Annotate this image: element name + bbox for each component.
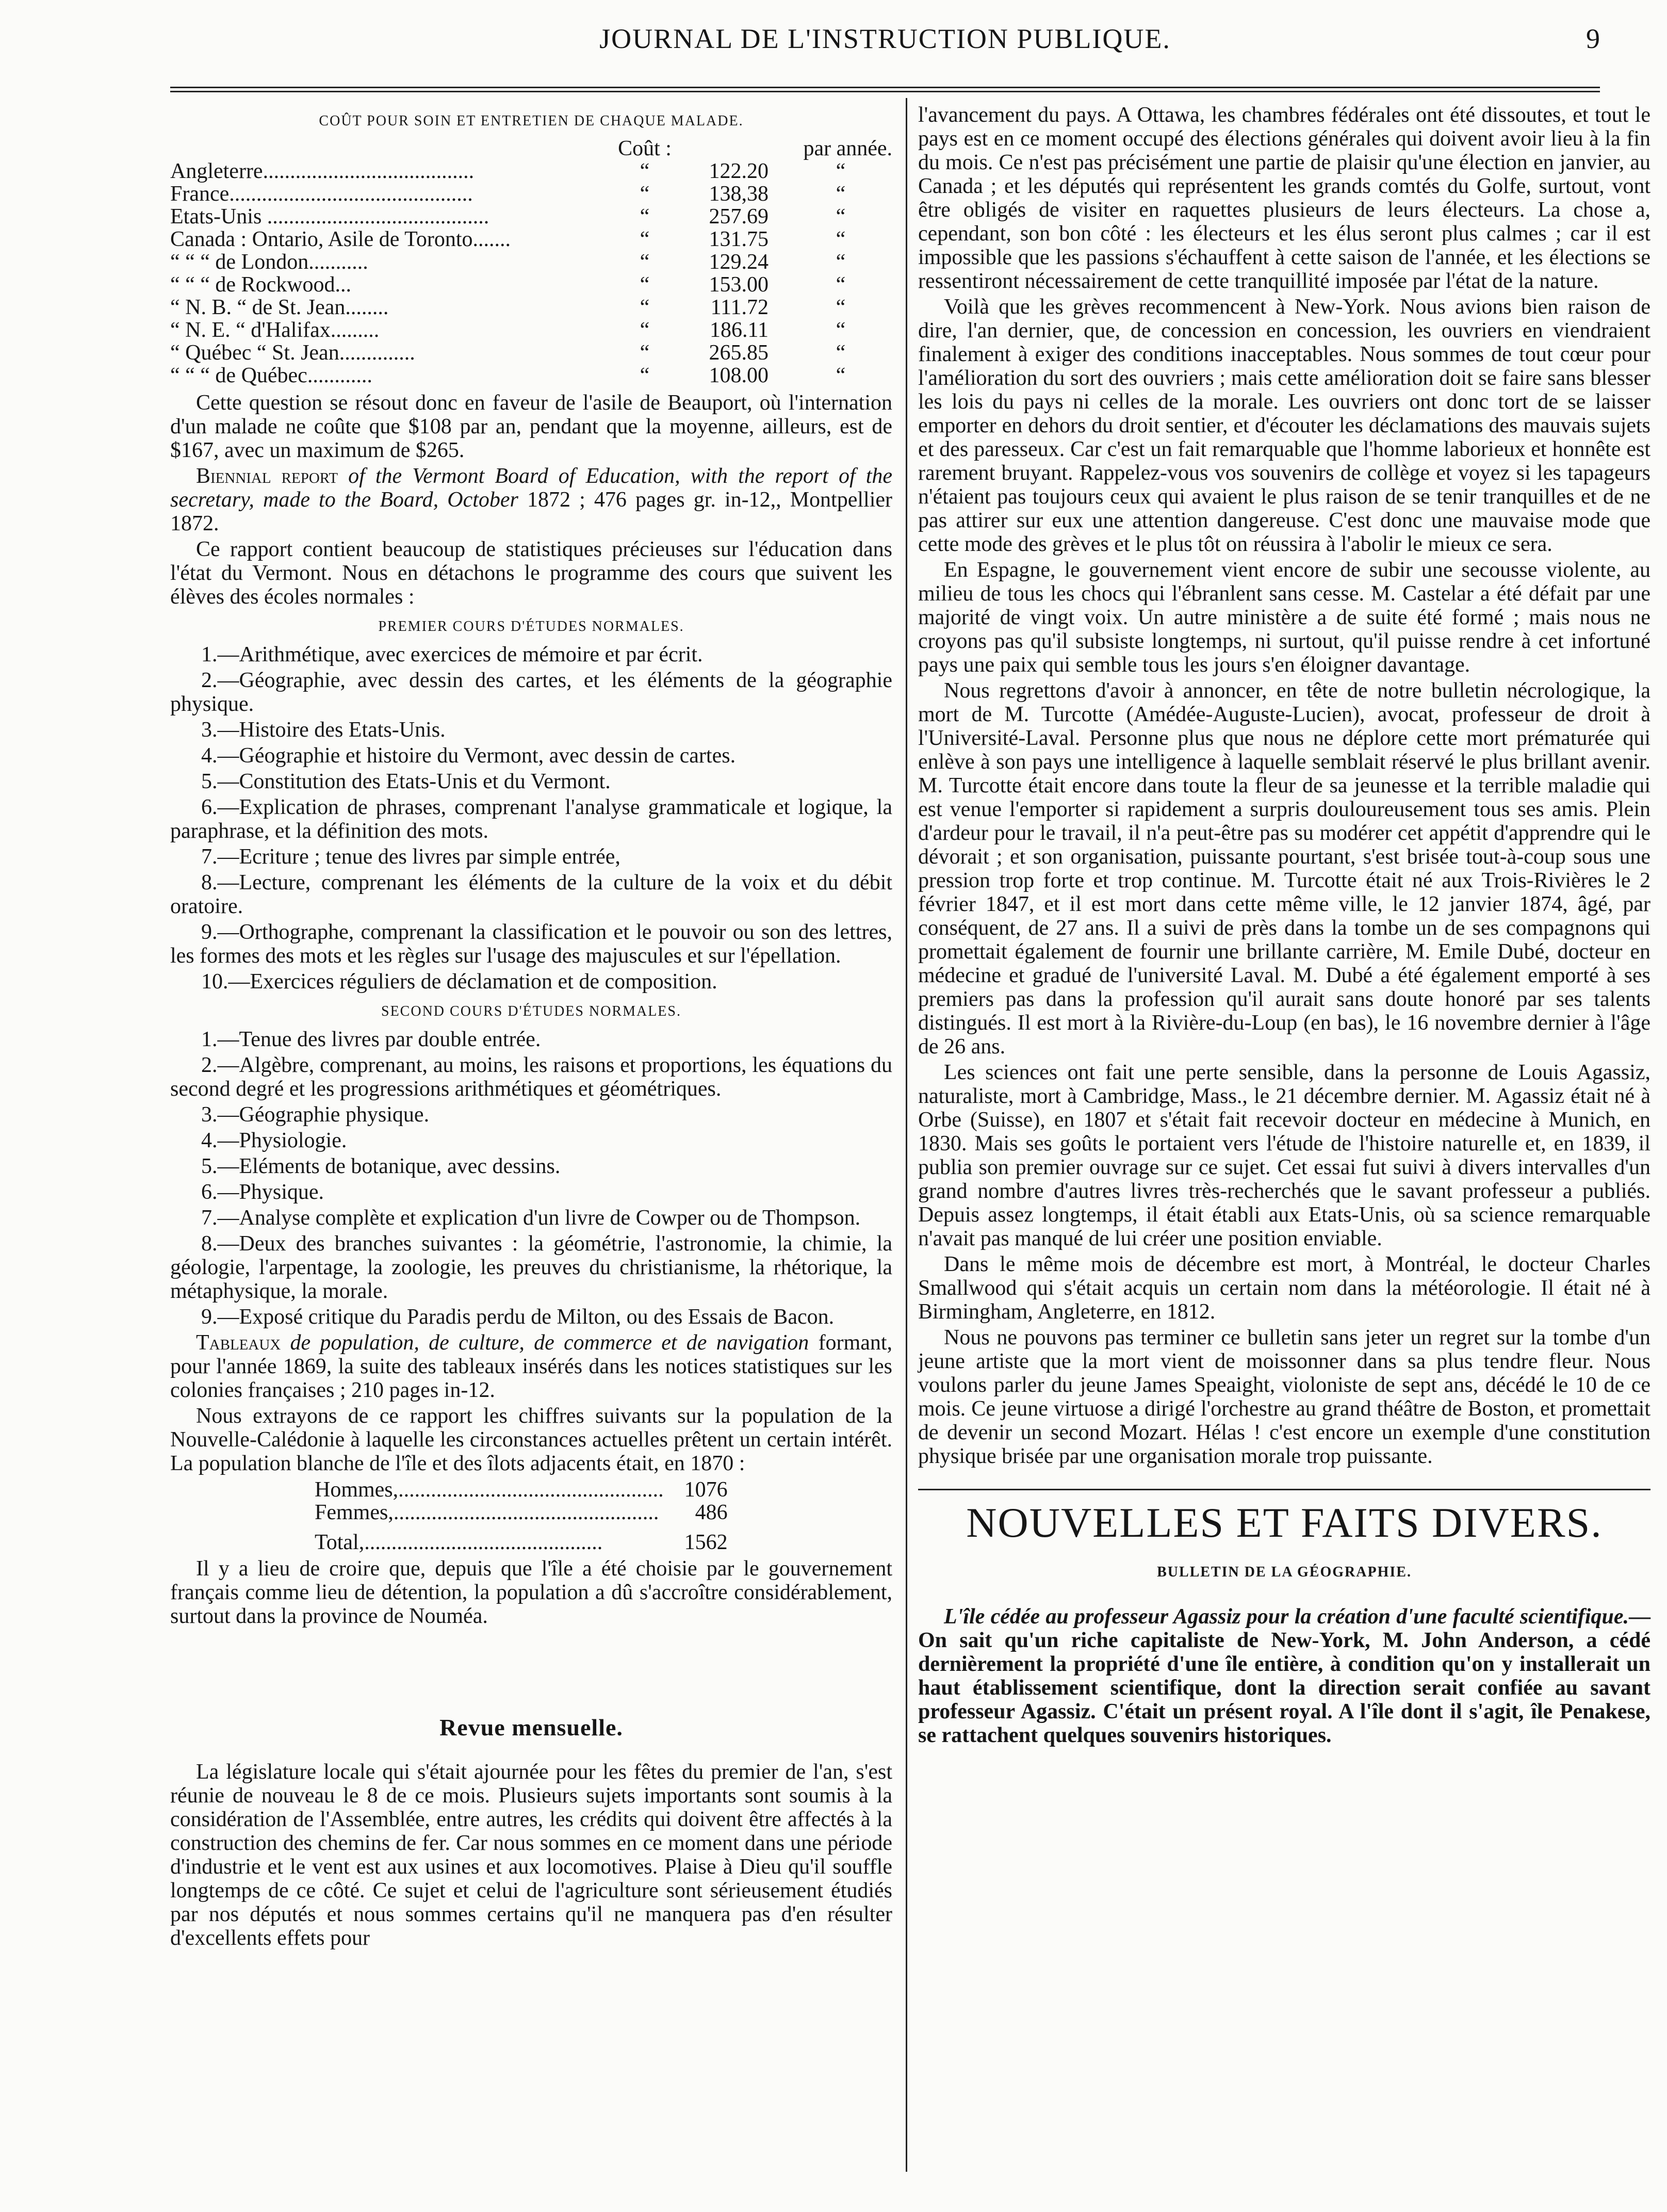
- cost-cell-q: “: [640, 159, 650, 183]
- cost-cell-lbl: “ N. B. “ de St. Jean........: [170, 296, 389, 319]
- paragraph-penakese: [918, 1605, 1650, 1747]
- paragraph-speaight: Nous ne pouvons pas terminer ce bulletin sans jeter un regret sur la tombe d'un jeune artiste que la mort vient de moissonner dans sa plus tendre fleur. Nous voulons parler du jeune James Speaight, violoniste de sept ans, décédé le 10 de ce mois. Ce jeune virtuose a dirigé l'orchestre au grand théâtre de Boston, et promettait de devenir un second Mozart. Hélas ! c'est encore un exemple d'une constitution physique brisée par une organisation morale trop puissante.: [918, 1326, 1650, 1468]
- cost-row: [170, 273, 892, 296]
- nouvelles-title: NOUVELLES ET FAITS DIVERS.: [966, 1499, 1603, 1546]
- cost-cell-lbl: “ “ “ de Québec............: [170, 364, 372, 387]
- cost-cell-lbl: France.............................................: [170, 183, 473, 205]
- cost-row: [170, 319, 892, 341]
- premier-cours-list: [170, 643, 892, 994]
- cost-cell-v: 122.20: [709, 159, 769, 183]
- cost-cell-q: “: [640, 250, 650, 274]
- cost-cell-v: 129.24: [709, 250, 769, 274]
- population-table: [315, 1478, 728, 1554]
- cost-cell-q: “: [640, 227, 650, 251]
- population-total-label: Total,............................................: [315, 1531, 603, 1554]
- list-item: 1.—Tenue des livres par double entrée.: [201, 1028, 541, 1051]
- paragraph-noumea: Il y a lieu de croire que, depuis que l'île a été choisie par le gouvernement français comme lieu de détention, la population a dû s'accroître considérablement, surtout dans la province de Nouméa.: [170, 1557, 892, 1628]
- vermont-report-rest: 1872 ; 476 pages gr. in-12,, Montpellier 1872.: [170, 488, 893, 535]
- cost-cell-v: 265.85: [709, 341, 769, 365]
- list-item: 4.—Physiologie.: [201, 1129, 347, 1152]
- cost-cell-lbl: “ “ “ de Rockwood...: [170, 273, 352, 296]
- tableaux-lead: Tableaux: [196, 1331, 281, 1355]
- population-value: 1076: [684, 1478, 728, 1502]
- paragraph-turcotte: Nous regrettons d'avoir à annoncer, en tête de notre bulletin nécrologique, la mort de M. Turcotte (Amédée-Auguste-Lucien), avocat, professeur de droit à l'Université-Laval. Personne plus que nous ne déplore cette mort prématurée qui enlève à son pays une intelligence à laquelle semblait réservé le plus brillant avenir. M. Turcotte était encore dans toute la fleur de sa jeunesse et la terrible maladie qui est venue l'emporter si rapidement a surpris douloureusement tous ses amis. Plein d'ardeur pour le travail, il n'a peut-être pas su modérer cet appétit d'apprendre qui le dévorait ; et son organisation, puissante pourtant, s'est brisée tout-à-coup sous une pression trop forte et trop continue. M. Turcotte était né aux Trois-Rivières le 2 février 1847, et il est mort dans cette même ville, le 12 janvier 1874, âgé, par conséquent, de 27 ans. Il a suivi de près dans la tombe un de ses compagnons qui promettait également de fournir une brillante carrière, M. Emile Dubé, docteur en médecine et gradué de l'université Laval. M. Dubé a été également emporté à ses premiers pas dans la profession qu'il aurait sans doute honoré par ses talents distingués. Il est mort à la Rivière-du-Loup (en bas), le 16 novembre dernier à l'âge de 26 ans.: [918, 679, 1650, 1059]
- premier-cours-heading: PREMIER COURS D'ÉTUDES NORMALES.: [378, 619, 684, 635]
- cost-cell-q2: “: [836, 205, 846, 229]
- column-divider: [906, 98, 907, 2172]
- list-item: 8.—Deux des branches suivantes : la géométrie, l'astronomie, la chimie, la géologie, l'arpentage, la zoologie, les preuves du christianisme, la rhétorique, la métaphysique, la morale.: [170, 1232, 892, 1303]
- header-rule: [170, 87, 1600, 88]
- cost-table-body: [170, 160, 892, 387]
- list-item: 7.—Analyse complète et explication d'un livre de Cowper ou de Thompson.: [201, 1206, 861, 1230]
- cost-row: [170, 364, 892, 387]
- cost-cell-v: 257.69: [709, 205, 769, 229]
- cost-cell-lbl: Canada : Ontario, Asile de Toronto.......: [170, 228, 511, 251]
- header-rule-double: [170, 91, 1600, 92]
- cost-table-header: [170, 137, 892, 160]
- list-item: 5.—Constitution des Etats-Unis et du Vermont.: [201, 770, 611, 793]
- penakese-title: L'île cédée au professeur Agassiz pour la création d'une faculté scientifique.: [944, 1605, 1629, 1629]
- paragraph-ottawa: l'avancement du pays. A Ottawa, les chambres fédérales ont été dissoutes, et tout le pays est en ce moment occupé des élections générales qui doivent avoir lieu à la fin du mois. Ce n'est pas précisément une partie de plaisir qu'une élection en janvier, au Canada ; et les députés qui représentent les grands comtés du Golfe, surtout, vont être obligés de visiter en raquettes plusieurs de leurs électeurs. La chose a, cependant, son bon côté : les électeurs et les élus seront plus calmes ; car il est impossible que les passions s'échauffent à cette saison de l'année, et les élections se ressentiront nécessairement de cette tranquillité imposée par l'état de la nature.: [918, 103, 1650, 293]
- cost-cell-q: “: [640, 296, 650, 319]
- cost-cell-v: 111.72: [710, 296, 769, 319]
- list-item: 6.—Physique.: [201, 1180, 324, 1204]
- cost-cell-lbl: “ N. E. “ d'Halifax.........: [170, 319, 380, 341]
- cost-cell-v: 108.00: [709, 364, 769, 387]
- cost-row: [170, 341, 892, 364]
- cost-cell-q2: “: [836, 318, 846, 342]
- cost-table: [170, 137, 892, 387]
- paragraph-tableaux: [170, 1331, 892, 1402]
- population-row: [315, 1501, 728, 1524]
- list-item: 2.—Géographie, avec dessin des cartes, et les éléments de la géographie physique.: [170, 669, 892, 716]
- cost-cell-v: 138,38: [709, 182, 769, 206]
- paragraph-legislature: La législature locale qui s'était ajournée pour les fêtes du premier de l'an, s'est réunie de nouveau le 8 de ce mois. Plusieurs sujets importants sont soumis à la considération de l'Assemblée, entre autres, les crédits qui doivent être affectés à la construction des chemins de fer. Car nous sommes en ce moment dans une période d'industrie et le vent est aux usines et aux locomotives. Plaise à Dieu qu'il souffle longtemps de ce côté. Ce sujet et celui de l'agriculture sont sérieusement étudiés par nos députés et nous sommes certains qu'il ne manquera pas d'en résulter d'excellents effets pour: [170, 1760, 892, 1950]
- cost-table-heading: COÛT POUR SOIN ET ENTRETIEN DE CHAQUE MALADE.: [319, 113, 744, 129]
- tableaux-rest: formant, pour l'année 1869, la suite des tableaux insérés dans les notices statistiques sur les colonies françaises ; 210 pages in-12.: [170, 1331, 893, 1402]
- list-item: 9.—Exposé critique du Paradis perdu de Milton, ou des Essais de Bacon.: [201, 1305, 835, 1329]
- cost-cell-q: “: [640, 205, 650, 229]
- cost-cell-q: “: [640, 364, 650, 387]
- population-label: Femmes,.................................................: [315, 1501, 659, 1524]
- page-number: 9: [1586, 23, 1600, 54]
- cost-cell-q2: “: [836, 273, 846, 297]
- cost-cell-q2: “: [836, 182, 846, 206]
- paragraph-beauport: Cette question se résout donc en faveur de l'asile de Beauport, où l'internation d'un malade ne coûte que $108 par an, pendant que la moyenne, ailleurs, est de $167, avec un maximum de $265.: [170, 391, 892, 462]
- paragraph-greves: Voilà que les grèves recommencent à New-York. Nous avions bien raison de dire, l'an dernier, que, de concession en concession, les ouvriers en viendraient finalement à exiger des conditions inacceptables. Nous sommes de tout cœur pour l'amélioration du sort des ouvriers ; mais cette amélioration doit se faire sans blesser les lois du pays ni celles de la morale. Les ouvriers ont donc tort de se laisser emporter en dehors du droit sentier, et d'écouter les déclamations des mauvais sujets et des paresseux. Car c'est un fait remarquable que l'homme laborieux et honnête est rarement bruyant. Rappelez-vous vos souvenirs de collège et voyez si les tapageurs n'étaient pas toujours ceux qui avaient le plus raison de se tenir tranquilles et de ne pas attirer sur eux une attention dangereuse. C'est donc une mauvaise mode que cette mode des grèves et le plus tôt on réussira à l'abolir le mieux ce sera.: [918, 295, 1650, 556]
- cost-cell-lbl: Etats-Unis .........................................: [170, 205, 489, 228]
- cost-cell-q: “: [640, 182, 650, 206]
- vermont-report-lead: Biennial report: [196, 464, 338, 488]
- list-item: 3.—Histoire des Etats-Unis.: [201, 718, 446, 742]
- cost-row: [170, 251, 892, 273]
- left-column: [170, 103, 892, 1952]
- bulletin-geographie-heading: BULLETIN DE LA GÉOGRAPHIE.: [1157, 1564, 1412, 1580]
- cost-row: [170, 228, 892, 251]
- journal-title: JOURNAL DE L'INSTRUCTION PUBLIQUE.: [599, 23, 1171, 54]
- second-cours-list: [170, 1028, 892, 1329]
- vermont-report-title: of the Vermont Board of Education, with the report of the secretary, made to the Board, October: [170, 464, 893, 512]
- cost-cell-q2: “: [836, 250, 846, 274]
- cost-cell-lbl: “ Québec “ St. Jean..............: [170, 341, 415, 364]
- list-item: 4.—Géographie et histoire du Vermont, avec dessin de cartes.: [201, 744, 736, 768]
- list-item: 8.—Lecture, comprenant les éléments de la culture de la voix et du débit oratoire.: [170, 871, 892, 918]
- cost-cell-v: 153.00: [709, 273, 769, 297]
- list-item: 9.—Orthographe, comprenant la classification et le pouvoir ou son des lettres, les formes des mots et les règles sur l'usage des majuscules et sur l'épellation.: [170, 920, 892, 968]
- paragraph-espagne: En Espagne, le gouvernement vient encore de subir une secousse violente, au milieu de tous les chocs qui l'ébranlent sans cesse. M. Castelar a été défait par une majorité de vingt voix. Un autre ministère a de suite été formé ; mais nous ne croyons pas qu'il subsiste longtemps, ni surtout, qu'il puisse rendre à cet infortuné pays une paix qui semble tous les jours s'en éloigner davantage.: [918, 558, 1650, 677]
- list-item: 5.—Eléments de botanique, avec dessins.: [201, 1154, 561, 1178]
- cost-cell-q2: “: [836, 364, 846, 387]
- page-header: [170, 23, 1600, 59]
- cost-cell-q2: “: [836, 296, 846, 319]
- list-item: 2.—Algèbre, comprenant, au moins, les raisons et proportions, les équations du second degré et les progressions arithmétiques et géométriques.: [170, 1053, 892, 1101]
- paragraph-statistiques: Ce rapport contient beaucoup de statistiques précieuses sur l'éducation dans l'état du Vermont. Nous en détachons le programme des cours que suivent les élèves des écoles normales :: [170, 538, 892, 609]
- cost-cell-v: 131.75: [709, 227, 769, 251]
- population-total-value: 1562: [684, 1531, 728, 1554]
- list-item: 7.—Ecriture ; tenue des livres par simple entrée,: [201, 845, 620, 869]
- penakese-text: —On sait qu'un riche capitaliste de New-York, M. John Anderson, a cédé dernièrement la propriété d'une île entière, à condition qu'on y installerait un haut établissement scientifique, dont la direction serait confiée au savant professeur Agassiz. C'était un présent royal. A l'île dont il s'agit, île Penakese, se rattachent quelques souvenirs historiques.: [918, 1605, 1650, 1747]
- cost-row: [170, 205, 892, 228]
- cost-cell-q2: “: [836, 159, 846, 183]
- cost-cell-q2: “: [836, 227, 846, 251]
- paragraph-vermont-report: [170, 464, 892, 535]
- cost-col-annee: par année.: [803, 137, 892, 160]
- right-column: [918, 103, 1650, 1749]
- tableaux-title: de population, de culture, de commerce et de navigation: [290, 1331, 809, 1355]
- cost-cell-q: “: [640, 273, 650, 297]
- cost-col-cout: Coût :: [618, 137, 672, 160]
- paragraph-nouvelle-caledonie: Nous extrayons de ce rapport les chiffres suivants sur la population de la Nouvelle-Calédonie à laquelle les circonstances actuelles prêtent un certain intérêt. La population blanche de l'île et des îlots adjacents était, en 1870 :: [170, 1404, 892, 1475]
- cost-row: [170, 183, 892, 205]
- list-item: 3.—Géographie physique.: [201, 1103, 430, 1127]
- cost-cell-q: “: [640, 318, 650, 342]
- list-item: 10.—Exercices réguliers de déclamation et de composition.: [201, 970, 717, 994]
- cost-cell-lbl: “ “ “ de London...........: [170, 251, 368, 273]
- cost-cell-lbl: Angleterre.......................................: [170, 160, 475, 183]
- section-rule: [918, 1489, 1650, 1490]
- paragraph-smallwood: Dans le même mois de décembre est mort, à Montréal, le docteur Charles Smallwood qui s'était acquis un certain nom dans la météorologie. Il était né à Birmingham, Angleterre, en 1812.: [918, 1253, 1650, 1324]
- cost-row: [170, 160, 892, 183]
- population-row: [315, 1478, 728, 1501]
- population-label: Hommes,.................................................: [315, 1478, 664, 1502]
- list-item: 1.—Arithmétique, avec exercices de mémoire et par écrit.: [201, 643, 703, 666]
- cost-cell-v: 186.11: [710, 318, 769, 342]
- revue-mensuelle-title: Revue mensuelle.: [439, 1714, 623, 1741]
- cost-cell-q2: “: [836, 341, 846, 365]
- second-cours-heading: SECOND COURS D'ÉTUDES NORMALES.: [381, 1003, 681, 1019]
- population-total-row: [315, 1524, 728, 1554]
- population-value: 486: [695, 1501, 728, 1524]
- list-item: 6.—Explication de phrases, comprenant l'analyse grammaticale et logique, la paraphrase, et la définition des mots.: [170, 795, 892, 843]
- cost-row: [170, 296, 892, 319]
- cost-cell-q: “: [640, 341, 650, 365]
- paragraph-agassiz: Les sciences ont fait une perte sensible, dans la personne de Louis Agassiz, naturaliste, mort à Cambridge, Mass., le 21 décembre dernier. M. Agassiz était né à Orbe (Suisse), en 1807 et s'était fait recevoir docteur en médecine à Munich, en 1830. Mais ses goûts le portaient vers l'étude de l'histoire naturelle et, en 1839, il publia son premier ouvrage sur ce sujet. Cet essai fut suivi à divers intervalles d'un grand nombre d'autres livres très-recherchés que le savant professeur a publiés. Depuis assez longtemps, il était établi aux Etats-Unis, où sa science remarquable n'avait pas manqué de lui créer une position enviable.: [918, 1061, 1650, 1250]
